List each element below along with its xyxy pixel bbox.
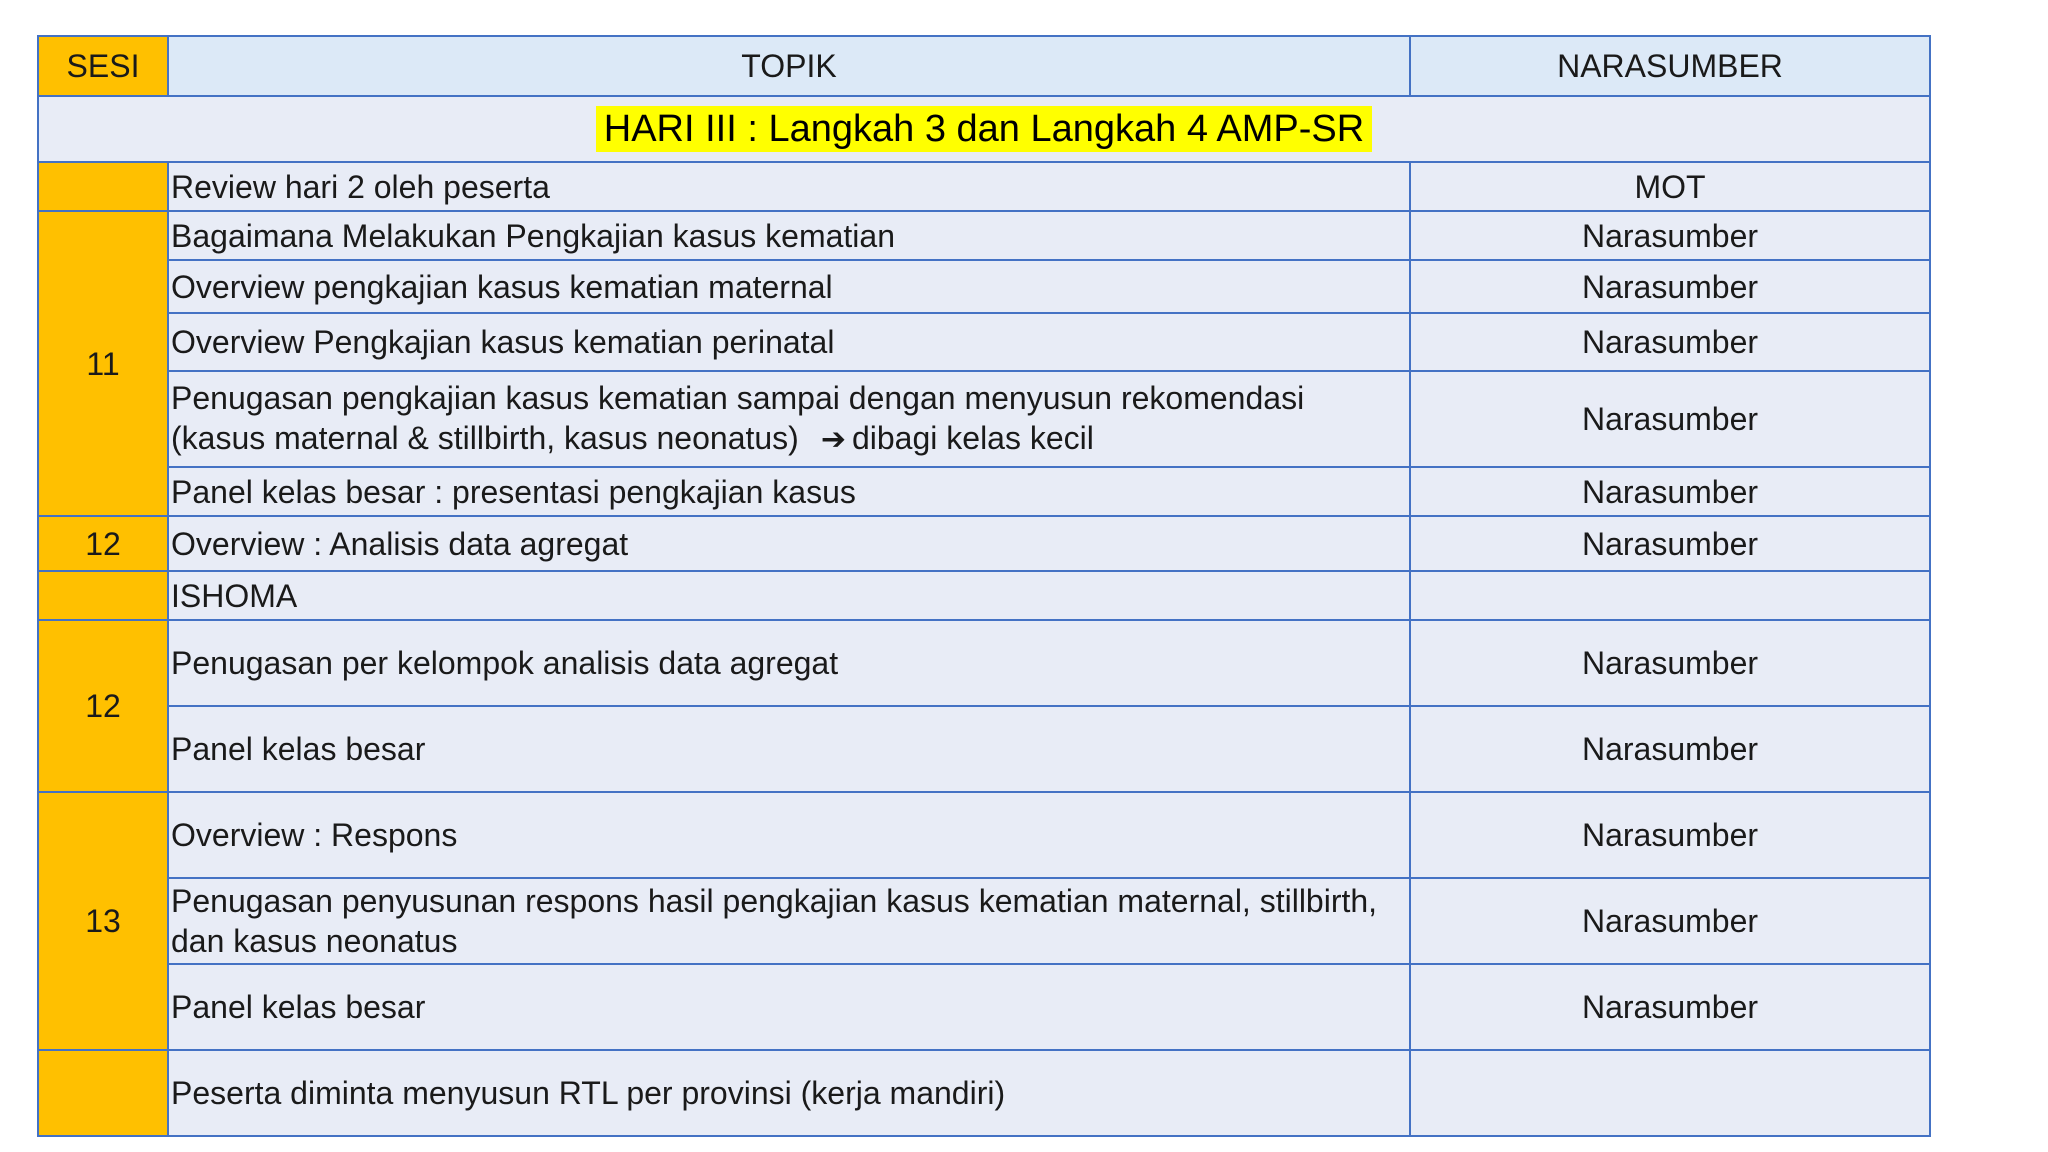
- table-row: [38, 878, 1930, 964]
- topic-text: Penugasan pengkajian kasus kematian sampai dengan menyusun rekomendasi (kasus maternal & stillbirth, kasus neonatus): [171, 380, 1305, 456]
- table-row: [38, 260, 1930, 313]
- topic-cell: Penugasan penyusunan respons hasil pengkajian kasus kematian maternal, stillbirth, dan kasus neonatus: [168, 878, 1410, 964]
- table-row: [38, 467, 1930, 516]
- narasumber-cell: Narasumber: [1410, 371, 1930, 467]
- narasumber-cell: Narasumber: [1410, 964, 1930, 1050]
- narasumber-cell: [1410, 1050, 1930, 1136]
- table-row: [38, 1050, 1930, 1136]
- sesi-cell: 13: [38, 792, 168, 1050]
- topic-cell: Bagaimana Melakukan Pengkajian kasus kematian: [168, 211, 1410, 260]
- header-topik: TOPIK: [168, 36, 1410, 96]
- sesi-cell: [38, 162, 168, 211]
- topic-cell: Panel kelas besar: [168, 964, 1410, 1050]
- narasumber-cell: Narasumber: [1410, 313, 1930, 371]
- arrow-right-icon: ➔: [820, 422, 846, 457]
- narasumber-cell: MOT: [1410, 162, 1930, 211]
- topic-cell: Overview : Respons: [168, 792, 1410, 878]
- topic-cell: ISHOMA: [168, 571, 1410, 620]
- narasumber-cell: [1410, 571, 1930, 620]
- topic-cell: Panel kelas besar : presentasi pengkajian kasus: [168, 467, 1410, 516]
- topic-cell: Review hari 2 oleh peserta: [168, 162, 1410, 211]
- sesi-cell: 11: [38, 211, 168, 516]
- narasumber-cell: Narasumber: [1410, 467, 1930, 516]
- narasumber-cell: Narasumber: [1410, 878, 1930, 964]
- narasumber-cell: Narasumber: [1410, 792, 1930, 878]
- topic-cell: Overview pengkajian kasus kematian maternal: [168, 260, 1410, 313]
- topic-cell: Panel kelas besar: [168, 706, 1410, 792]
- sesi-cell: 12: [38, 516, 168, 571]
- sesi-cell: 12: [38, 620, 168, 792]
- narasumber-cell: Narasumber: [1410, 516, 1930, 571]
- topic-suffix: dibagi kelas kecil: [851, 420, 1094, 456]
- header-narasumber: NARASUMBER: [1410, 36, 1930, 96]
- table-row: [38, 516, 1930, 571]
- table-row: [38, 706, 1930, 792]
- table-row: [38, 964, 1930, 1050]
- table-row: [38, 620, 1930, 706]
- day-title: HARI III : Langkah 3 dan Langkah 4 AMP-SR: [596, 106, 1372, 152]
- narasumber-cell: Narasumber: [1410, 260, 1930, 313]
- header-row: [38, 36, 1930, 96]
- sesi-cell: [38, 571, 168, 620]
- day-title-row: [38, 96, 1930, 162]
- table-row: [38, 211, 1930, 260]
- topic-cell: Overview : Analisis data agregat: [168, 516, 1410, 571]
- table-row: [38, 313, 1930, 371]
- table-row: [38, 792, 1930, 878]
- header-sesi: SESI: [38, 36, 168, 96]
- sesi-cell: [38, 1050, 168, 1136]
- topic-cell: Peserta diminta menyusun RTL per provinsi (kerja mandiri): [168, 1050, 1410, 1136]
- schedule-table: [37, 35, 1931, 1137]
- topic-cell: Penugasan per kelompok analisis data agregat: [168, 620, 1410, 706]
- table-row: [38, 162, 1930, 211]
- table-row: [38, 571, 1930, 620]
- narasumber-cell: Narasumber: [1410, 211, 1930, 260]
- topic-cell: [168, 371, 1410, 467]
- table-row: [38, 371, 1930, 467]
- narasumber-cell: Narasumber: [1410, 620, 1930, 706]
- topic-cell: Overview Pengkajian kasus kematian perinatal: [168, 313, 1410, 371]
- narasumber-cell: Narasumber: [1410, 706, 1930, 792]
